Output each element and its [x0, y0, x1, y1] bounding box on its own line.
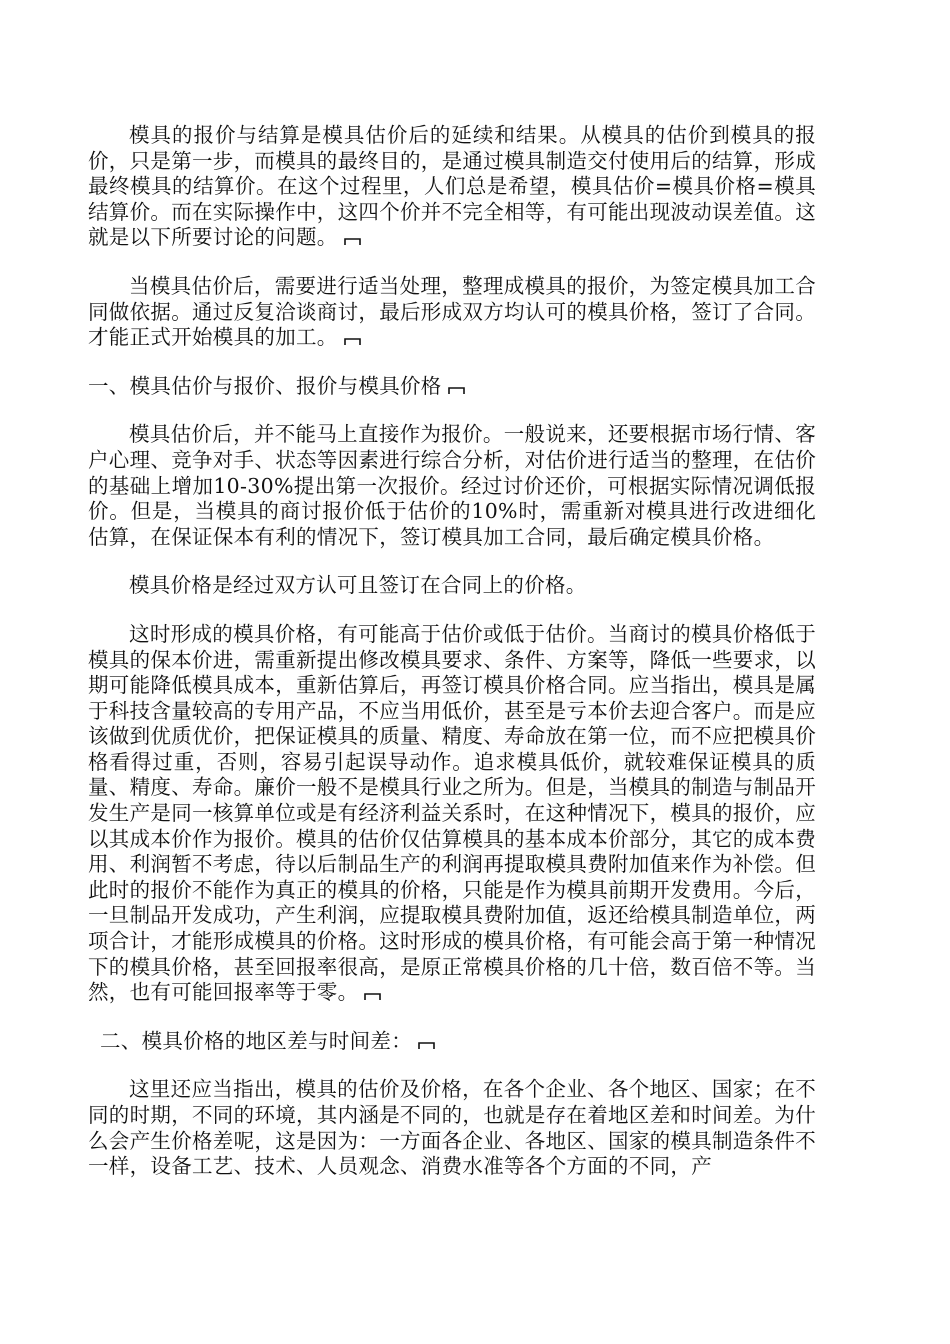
- paragraph-mark-icon: [344, 337, 361, 346]
- intro-paragraph-1: [88, 123, 816, 251]
- paragraph-text: 当模具估价后，需要进行适当处理，整理成模具的报价，为签定模具加工合同做依据。通过反复洽谈商讨，最后形成双方均认可的模具价格，签订了合同。才能正式开始模具的加工。: [88, 273, 816, 350]
- paragraph-mark-icon: [364, 992, 381, 1001]
- paragraph-mark-icon: [418, 1041, 435, 1050]
- paragraph-text: 模具估价后，并不能马上直接作为报价。一般说来，还要根据市场行情、客户心理、竞争对手、状态等因素进行综合分析，对估价进行适当的整理，在估价的基础上增加10-30%提出第一次报价。经过讨价还价，可根据实际情况调低报价。但是，当模具的商讨报价低于估价的10%时，需重新对模具进行改进细化估算，在保证保本有利的情况下，签订模具加工合同，最后确定模具价格。: [88, 422, 816, 549]
- heading-text: 二、模具价格的地区差与时间差：: [100, 1028, 412, 1053]
- section-heading-2: [88, 1029, 816, 1055]
- section1-paragraph-3: [88, 622, 816, 1006]
- intro-paragraph-2: [88, 274, 816, 351]
- section-heading-1: [88, 374, 816, 400]
- paragraph-mark-icon: [344, 237, 361, 246]
- paragraph-mark-icon: [448, 386, 465, 395]
- paragraph-text: 这里还应当指出，模具的估价及价格，在各个企业、各个地区、国家；在不同的时期，不同的环境，其内涵是不同的，也就是存在着地区差和时间差。为什么会产生价格差呢，这是因为：一方面各企业、各地区、国家的模具制造条件不一样，设备工艺、技术、人员观念、消费水准等各个方面的不同，产: [88, 1077, 816, 1179]
- section1-paragraph-2: [88, 573, 816, 599]
- paragraph-text: 模具的报价与结算是模具估价后的延续和结果。从模具的估价到模具的报价，只是第一步，而模具的最终目的，是通过模具制造交付使用后的结算，形成最终模具的结算价。在这个过程里，人们总是希望，模具估价=模具价格=模具结算价。而在实际操作中，这四个价并不完全相等，有可能出现波动误差值。这就是以下所要讨论的问题。: [88, 123, 816, 250]
- paragraph-text: 这时形成的模具价格，有可能高于估价或低于估价。当商讨的模具价格低于模具的保本价进，需重新提出修改模具要求、条件、方案等，降低一些要求，以期可能降低模具成本，重新估算后，再签订模具价格合同。应当指出，模具是属于科技含量较高的专用产品，不应当用低价，甚至是亏本价去迎合客户。而是应该做到优质优价，把保证模具的质量、精度、寿命放在第一位，而不应把模具价格看得过重，否则，容易引起误导动作。追求模具低价，就较难保证模具的质量、精度、寿命。廉价一般不是模具行业之所为。但是，当模具的制造与制品开发生产是同一核算单位或是有经济利益关系时，在这种情况下，模具的报价，应以其成本价作为报价。模具的估价仅估算模具的基本成本价部分，其它的成本费用、利润暂不考虑，待以后制品生产的利润再提取模具费附加值来作为补偿。但此时的报价不能作为真正的模具的价格，只能是作为模具前期开发费用。今后，一旦制品开发成功，产生利润，应提取模具费附加值，返还给模具制造单位，两项合计，才能形成模具的价格。这时形成的模具价格，有可能会高于第一种情况下的模具价格，甚至回报率很高，是原正常模具价格的几十倍，数百倍不等。当然，也有可能回报率等于零。: [88, 621, 816, 1005]
- document-page: [88, 123, 816, 1203]
- section2-paragraph-1: [88, 1077, 816, 1179]
- section1-paragraph-1: [88, 422, 816, 550]
- paragraph-text: 模具价格是经过双方认可且签订在合同上的价格。: [129, 573, 587, 598]
- heading-text: 一、模具估价与报价、报价与模具价格: [88, 373, 442, 398]
